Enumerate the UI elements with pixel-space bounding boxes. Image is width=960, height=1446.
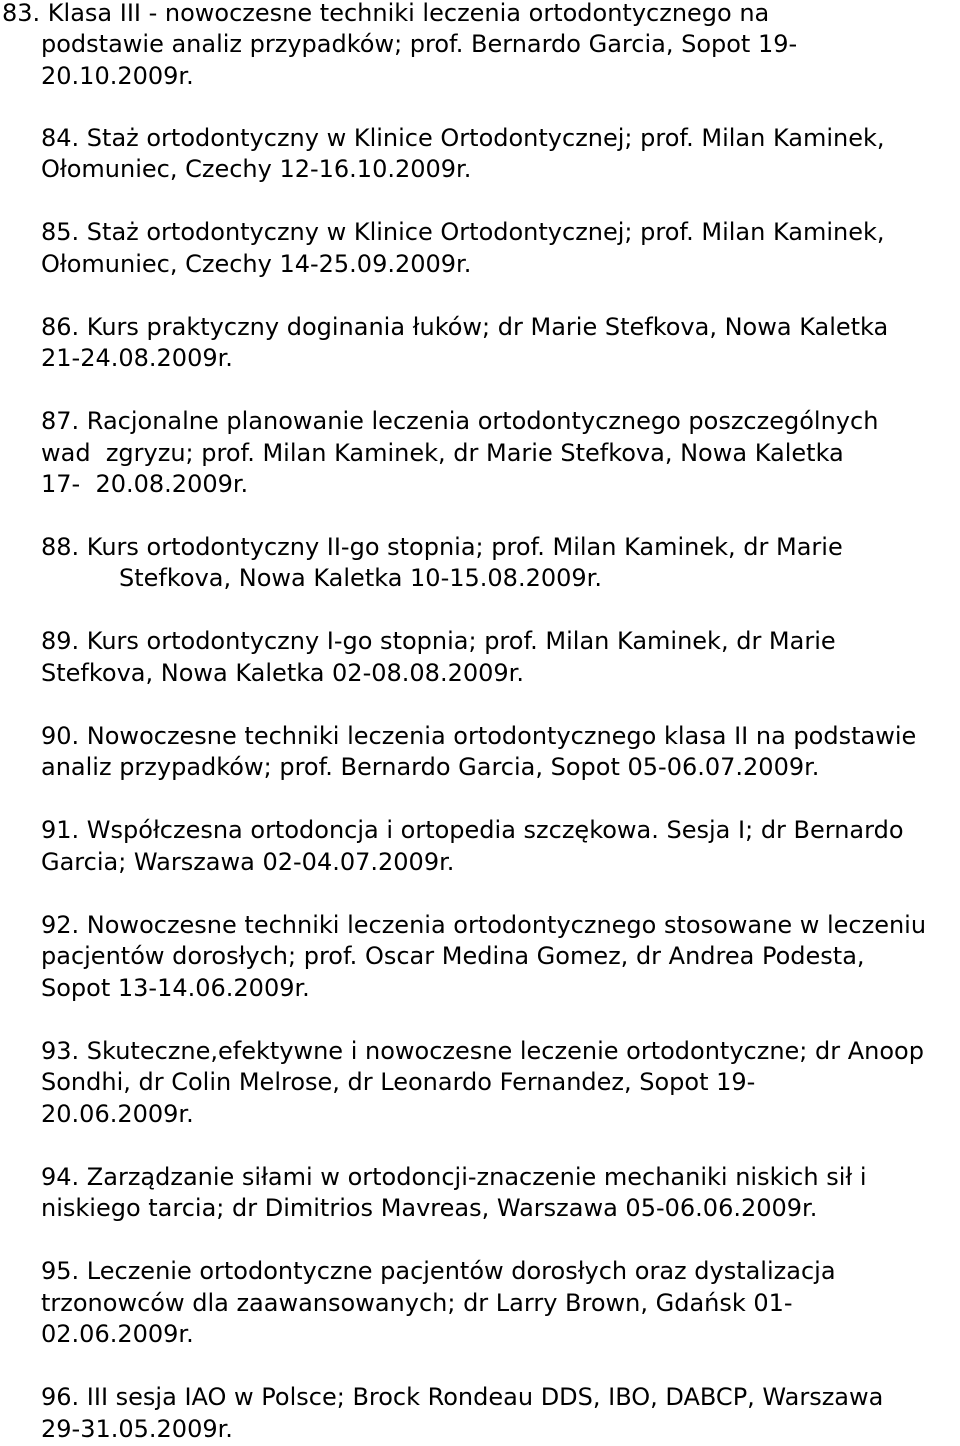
entry-line: 17- 20.08.2009r. <box>41 470 249 498</box>
entry-line: Garcia; Warszawa 02-04.07.2009r. <box>41 848 455 876</box>
entry-line: Stefkova, Nowa Kaletka 10-15.08.2009r. <box>119 564 602 592</box>
entry-line: 95. Leczenie ortodontyczne pacjentów dorosłych oraz dystalizacja <box>41 1257 836 1285</box>
entry-line: pacjentów dorosłych; prof. Oscar Medina Gomez, dr Andrea Podesta, <box>41 942 865 970</box>
entry-line: 91. Współczesna ortodoncja i ortopedia szczękowa. Sesja I; dr Bernardo <box>41 816 904 844</box>
entry-line: 88. Kurs ortodontyczny II-go stopnia; prof. Milan Kaminek, dr Marie <box>41 533 843 561</box>
entry-line: 87. Racjonalne planowanie leczenia ortodontycznego poszczególnych <box>41 407 879 435</box>
entry-line: 20.06.2009r. <box>41 1100 194 1128</box>
entry-line: 92. Nowoczesne techniki leczenia ortodontycznego stosowane w leczeniu <box>41 911 927 939</box>
entry-line: 89. Kurs ortodontyczny I-go stopnia; prof. Milan Kaminek, dr Marie <box>41 627 836 655</box>
entry-line: Stefkova, Nowa Kaletka 02-08.08.2009r. <box>41 659 524 687</box>
entry-line: analiz przypadków; prof. Bernardo Garcia, Sopot 05-06.07.2009r. <box>41 753 820 781</box>
entry-line: 02.06.2009r. <box>41 1320 194 1348</box>
entry-line: 21-24.08.2009r. <box>41 344 233 372</box>
entry-line: 93. Skuteczne,efektywne i nowoczesne leczenie ortodontyczne; dr Anoop <box>41 1037 924 1065</box>
entry-line: Ołomuniec, Czechy 12-16.10.2009r. <box>41 155 472 183</box>
entry-line: 90. Nowoczesne techniki leczenia ortodontycznego klasa II na podstawie <box>41 722 917 750</box>
entry-line: niskiego tarcia; dr Dimitrios Mavreas, Warszawa 05-06.06.2009r. <box>41 1194 818 1222</box>
entry-line: 84. Staż ortodontyczny w Klinice Ortodontycznej; prof. Milan Kaminek, <box>41 124 885 152</box>
entry-line: 96. III sesja IAO w Polsce; Brock Rondeau DDS, IBO, DABCP, Warszawa <box>41 1383 884 1411</box>
entry-line: 85. Staż ortodontyczny w Klinice Ortodontycznej; prof. Milan Kaminek, <box>41 218 885 246</box>
entry-line: wad zgryzu; prof. Milan Kaminek, dr Marie Stefkova, Nowa Kaletka <box>41 439 844 467</box>
entry-line: Sondhi, dr Colin Melrose, dr Leonardo Fernandez, Sopot 19- <box>41 1068 756 1096</box>
entry-line: podstawie analiz przypadków; prof. Bernardo Garcia, Sopot 19- <box>41 30 798 58</box>
entry-line: 94. Zarządzanie siłami w ortodoncji-znaczenie mechaniki niskich sił i <box>41 1163 867 1191</box>
entry-line: 86. Kurs praktyczny doginania łuków; dr Marie Stefkova, Nowa Kaletka <box>41 313 889 341</box>
entry-line: 83. Klasa III - nowoczesne techniki leczenia ortodontycznego na <box>2 0 770 27</box>
entry-line: 20.10.2009r. <box>41 62 194 90</box>
entry-line: Ołomuniec, Czechy 14-25.09.2009r. <box>41 250 472 278</box>
entry-line: Sopot 13-14.06.2009r. <box>41 974 310 1002</box>
entry-line: 29-31.05.2009r. <box>41 1415 233 1443</box>
entry-line: trzonowców dla zaawansowanych; dr Larry Brown, Gdańsk 01- <box>41 1289 793 1317</box>
